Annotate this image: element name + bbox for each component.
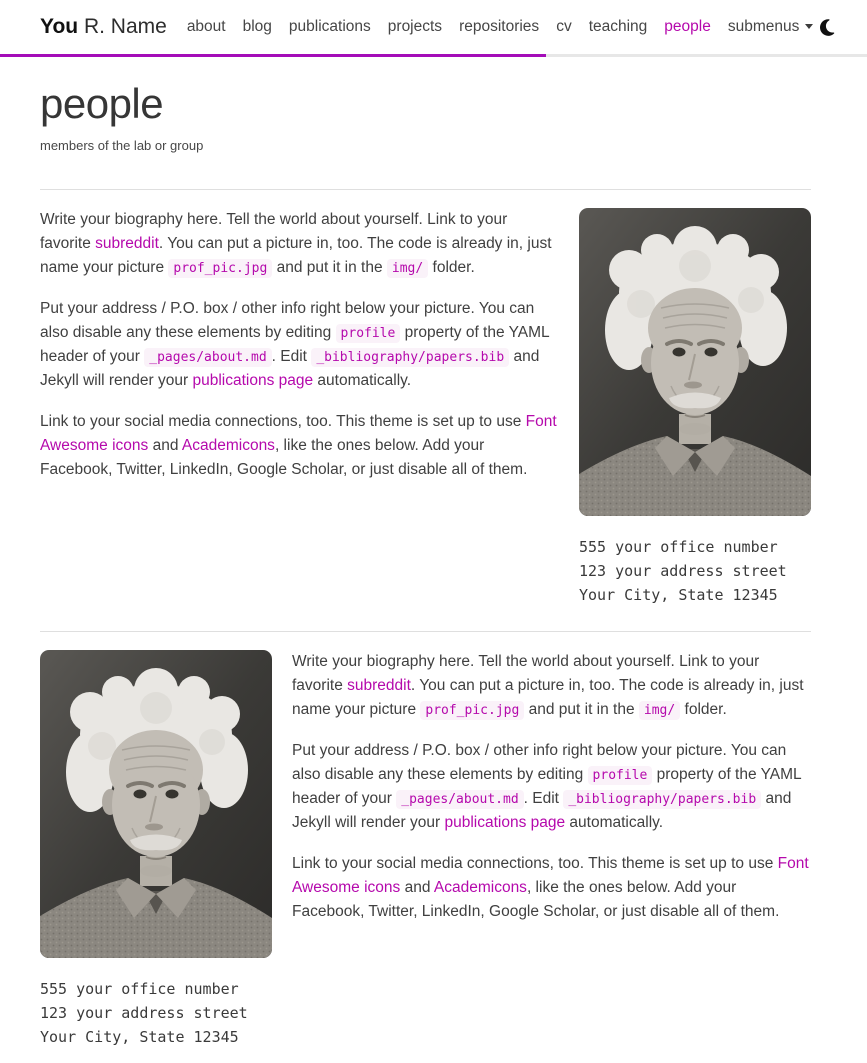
inline-code: _pages/about.md bbox=[144, 348, 271, 367]
inline-code: prof_pic.jpg bbox=[168, 259, 272, 278]
bio-paragraph: Put your address / P.O. box / other info right below your picture. You can also disable any these elements by editing profile property of the YAML header of your _pages/about.md . Edit _bibliography/papers.bib and Jekyll will render your publications page automatically. bbox=[292, 741, 802, 831]
address-line: 123 your address street bbox=[579, 561, 787, 580]
page-content bbox=[40, 79, 811, 1063]
bio-section-bottom bbox=[40, 632, 811, 1049]
caret-down-icon bbox=[805, 24, 813, 29]
brand-last-name: R. Name bbox=[83, 14, 167, 38]
nav-item-blog[interactable]: blog bbox=[242, 17, 272, 35]
inline-link[interactable]: publications page bbox=[192, 371, 314, 389]
nav-item-submenus-label: submenus bbox=[727, 17, 800, 35]
dark-mode-toggle[interactable] bbox=[816, 16, 843, 39]
brand-first-name: You bbox=[40, 14, 79, 38]
profile-address bbox=[40, 977, 272, 1049]
bio-paragraph: Link to your social media connections, too. This theme is set up to use Font Awesome icons and Academicons, like the ones below. Add your Facebook, Twitter, LinkedIn, Google Scholar, or just disable all of them. bbox=[292, 854, 809, 920]
navbar-links bbox=[187, 15, 814, 39]
inline-code: img/ bbox=[387, 259, 428, 278]
bio-text bbox=[40, 208, 559, 607]
scroll-progress-track bbox=[546, 54, 867, 57]
profile-column-right bbox=[579, 208, 811, 607]
nav-item-about[interactable]: about bbox=[186, 17, 226, 35]
inline-link[interactable]: publications page bbox=[444, 813, 566, 831]
nav-item-cv[interactable]: cv bbox=[556, 17, 572, 35]
inline-link[interactable]: Font Awesome icons bbox=[292, 854, 809, 896]
einstein-portrait-image bbox=[579, 208, 811, 516]
address-line: Your City, State 12345 bbox=[579, 585, 778, 604]
nav-item-projects[interactable]: projects bbox=[387, 17, 443, 35]
address-line: 555 your office number bbox=[579, 537, 778, 556]
bio-paragraph: Link to your social media connections, too. This theme is set up to use Font Awesome icons and Academicons, like the ones below. Add your Facebook, Twitter, LinkedIn, Google Scholar, or just disable all of them. bbox=[40, 412, 557, 478]
inline-link[interactable]: Font Awesome icons bbox=[40, 412, 557, 454]
nav-item-people[interactable]: people bbox=[664, 17, 711, 35]
inline-code: prof_pic.jpg bbox=[420, 701, 524, 720]
bio-section-top bbox=[40, 190, 811, 607]
inline-link[interactable]: Academicons bbox=[433, 878, 527, 896]
moon-icon bbox=[820, 18, 839, 37]
address-line: Your City, State 12345 bbox=[40, 1027, 239, 1046]
profile-column-left bbox=[40, 650, 272, 1049]
bio-text bbox=[292, 650, 811, 1049]
einstein-portrait-image bbox=[40, 650, 272, 958]
inline-code: _bibliography/papers.bib bbox=[563, 790, 761, 809]
nav-item-submenus[interactable] bbox=[728, 18, 814, 35]
page-description: members of the lab or group bbox=[40, 138, 204, 154]
site-brand[interactable] bbox=[40, 11, 167, 44]
inline-link[interactable]: subreddit bbox=[347, 676, 411, 694]
inline-code: profile bbox=[336, 324, 401, 343]
scroll-progress-fill bbox=[0, 54, 546, 57]
address-line: 555 your office number bbox=[40, 979, 239, 998]
bio-paragraph: Write your biography here. Tell the world about yourself. Link to your favorite subreddit. You can put a picture in, too. The code is already in, just name your picture prof_pic.jpg and put it in the img/ folder. bbox=[40, 210, 552, 276]
profile-address bbox=[579, 535, 811, 607]
scroll-progress-bar bbox=[0, 54, 867, 57]
navbar bbox=[0, 0, 867, 57]
bio-paragraph: Write your biography here. Tell the world about yourself. Link to your favorite subreddit. You can put a picture in, too. The code is already in, just name your picture prof_pic.jpg and put it in the img/ folder. bbox=[292, 652, 804, 718]
profile-photo bbox=[40, 650, 272, 958]
profile-photo bbox=[579, 208, 811, 516]
page-title: people bbox=[40, 80, 164, 127]
inline-link[interactable]: subreddit bbox=[95, 234, 159, 252]
inline-code: img/ bbox=[639, 701, 680, 720]
inline-link[interactable]: Academicons bbox=[181, 436, 275, 454]
nav-item-repositories[interactable]: repositories bbox=[459, 17, 540, 35]
inline-code: _pages/about.md bbox=[396, 790, 523, 809]
nav-item-teaching[interactable]: teaching bbox=[588, 17, 648, 35]
inline-code: _bibliography/papers.bib bbox=[311, 348, 509, 367]
inline-code: profile bbox=[588, 766, 653, 785]
address-line: 123 your address street bbox=[40, 1003, 248, 1022]
nav-item-publications[interactable]: publications bbox=[288, 17, 371, 35]
bio-paragraph: Put your address / P.O. box / other info right below your picture. You can also disable any these elements by editing profile property of the YAML header of your _pages/about.md . Edit _bibliography/papers.bib and Jekyll will render your publications page automatically. bbox=[40, 299, 550, 389]
